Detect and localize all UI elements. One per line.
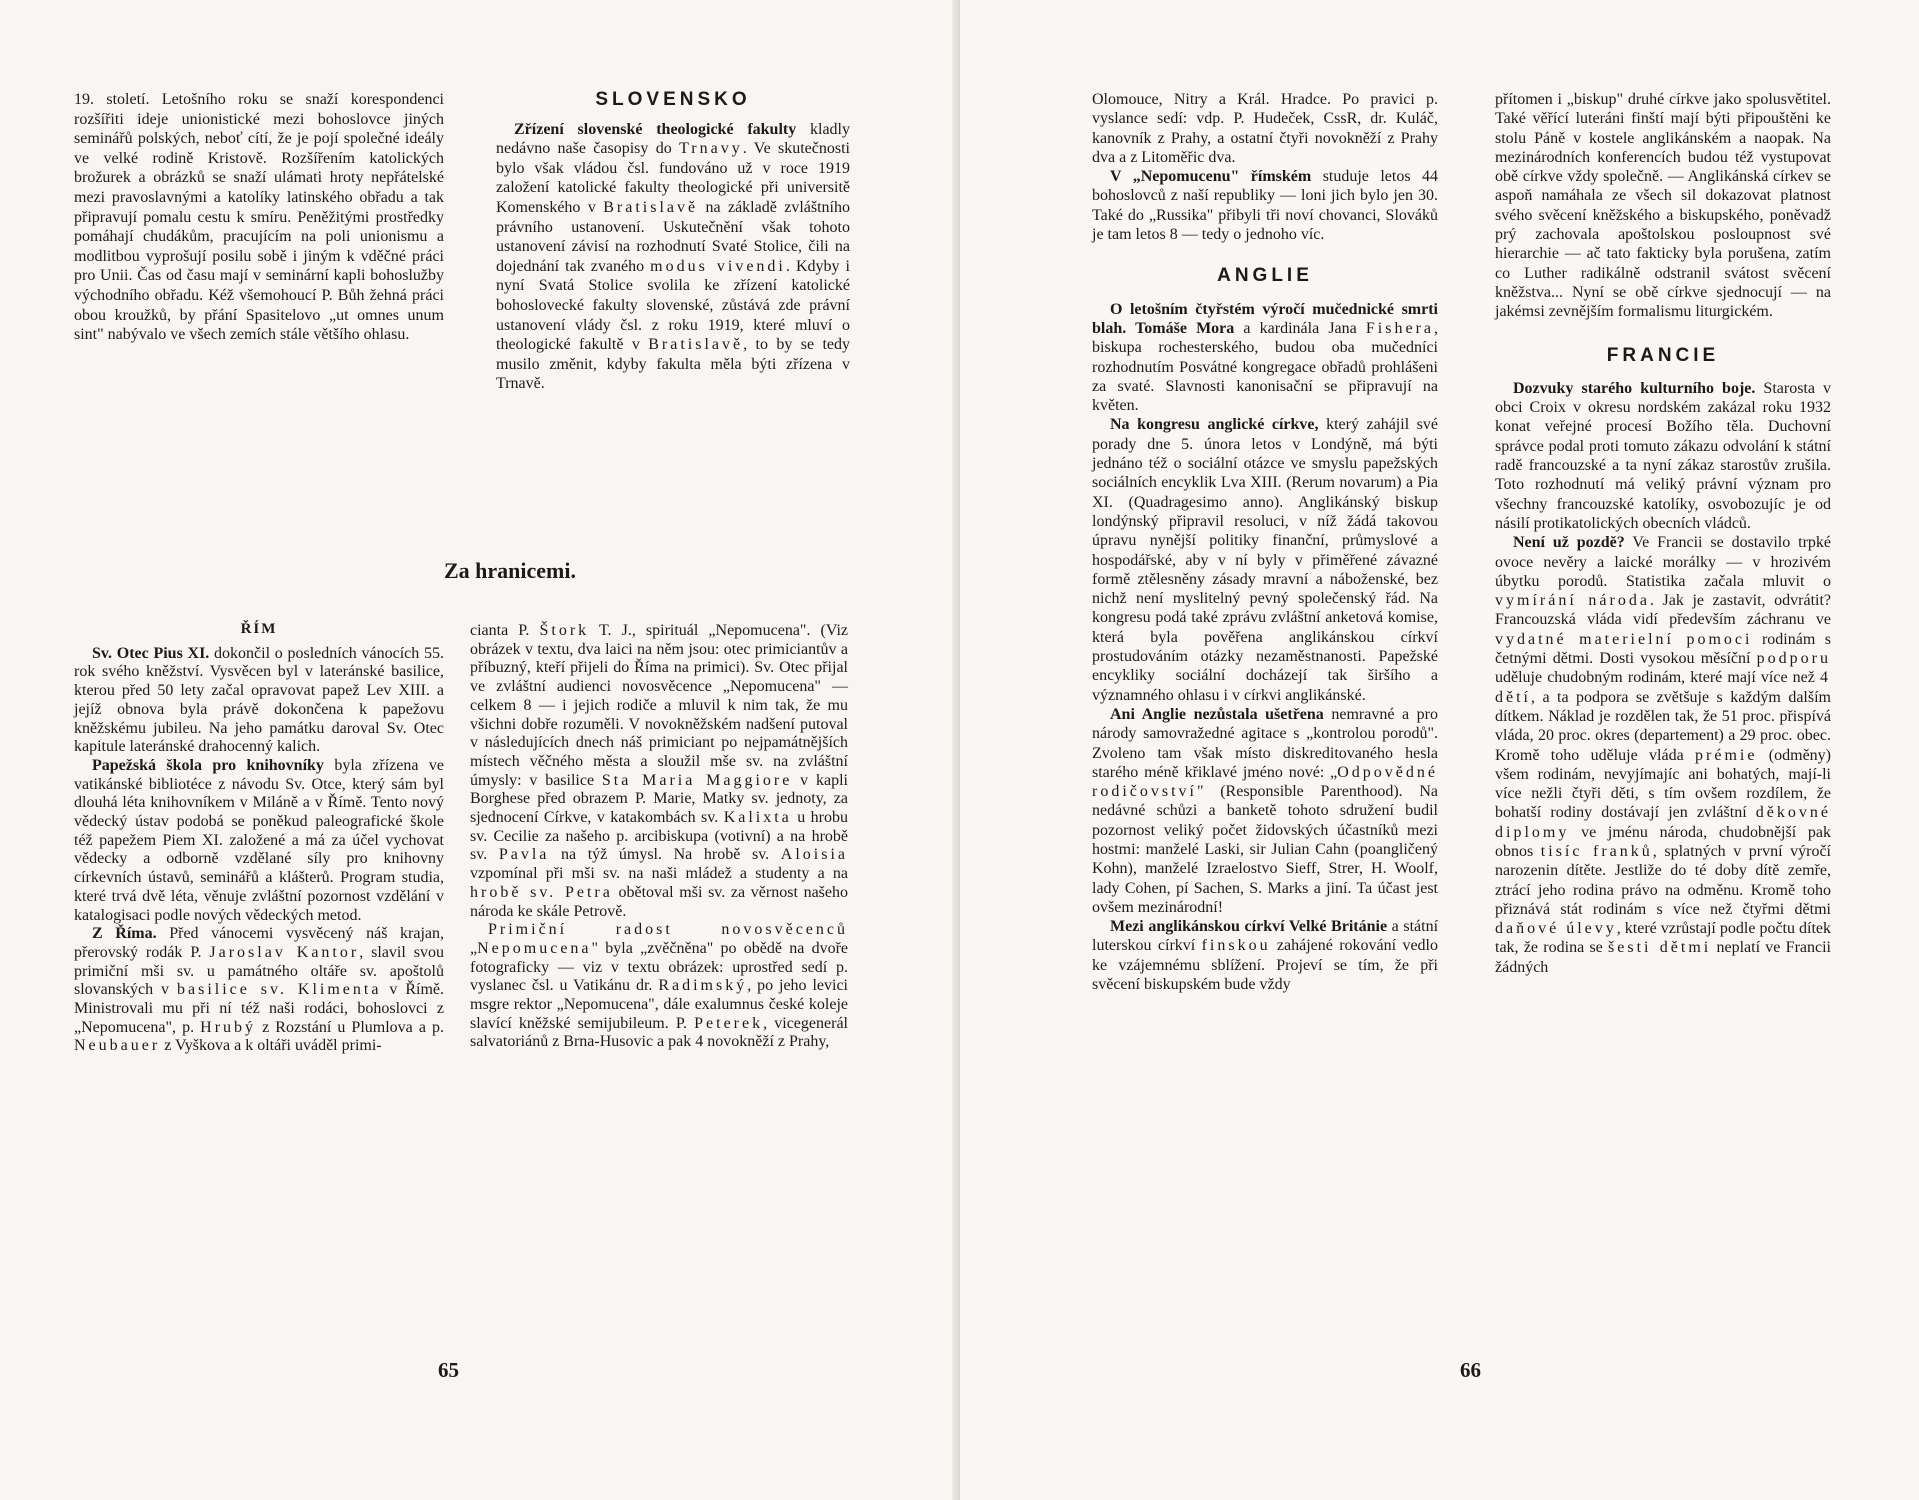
text-run: . Jak je zastavit, odvrátit? Francouzská vláda vidí především záchranu ve (1495, 592, 1832, 629)
right-column-1 (1092, 90, 1438, 994)
column-1-top (74, 90, 444, 345)
text-run: nemravné a pro národy samovražedné agitace s „kontrolou porodů". Zvoleno tam však místo diskreditovaného hesla starého méně křiklavé jméno nové: „ (1092, 705, 1438, 781)
right-col1-paragraph-6 (1092, 917, 1438, 994)
text-run: z Rozstání u Plumlova a p. (256, 1018, 444, 1036)
text-run: v Římě. Ministrovali mu při ní též naši rodáci, bohoslovci z „Nepomucena", p. (74, 981, 444, 1036)
page-number-right: 66 (1460, 1358, 1481, 1382)
text-run: (odměny) všem rodinám, nevyjímajíc ani bohatých, mají-li více nežli čtyři děti, s tím ovšem rozdílem, že bohatší rodiny dostávají jen zvláštní (1495, 746, 1832, 822)
text-run: , slavil svou primiční mši sv. u památného oltáře sv. apoštolů slovanských v (74, 943, 444, 999)
text-run: v kapli Borghese před obrazem P. Marie, Matky sv. jednoty, za sjednocení Církve, v katakombách sv. (470, 771, 848, 827)
rim-paragraph-1 (74, 645, 444, 757)
text-run: z Vyškova a k oltáři uváděl primi- (160, 1037, 382, 1055)
text-run: a kardinála Jana (1234, 319, 1366, 337)
text-run: kladly nedávno naše časopisy do (496, 120, 850, 158)
text-run: , to by se tedy musilo změnit, kdyby fakulta měla býti zřízena v Trnavě. (496, 336, 850, 393)
spaced-text: Neubauer (74, 1037, 161, 1055)
spaced-text: Primiční radost novosvěcenců (488, 921, 848, 939)
text-run: a státní luterskou církví (1092, 918, 1439, 955)
section-title-rim: ŘÍM (240, 621, 278, 637)
text-run: Před vánocemi vysvěcený náš krajan, přerovský rodák P. (74, 925, 445, 961)
spaced-text: Kalixta (723, 809, 792, 827)
spaced-text: tisíc franků (1540, 842, 1653, 860)
text-run: „ (470, 939, 478, 957)
text-run: na týž úmysl. Na hrobě sv. (549, 846, 781, 864)
column-3-paragraph-1 (470, 622, 848, 921)
right-col1-paragraph-2 (1092, 167, 1438, 244)
right-col2-paragraph-3 (1495, 533, 1831, 977)
spaced-text: hrobě sv. Petra (470, 883, 613, 901)
spaced-text: daňové úlevy (1495, 920, 1617, 938)
lead-phrase: Není už pozdě? (1513, 534, 1625, 552)
column-3 (470, 622, 848, 1052)
spaced-text: děkovné diplomy (1495, 804, 1831, 841)
text-run: neplatí ve Francii žádných (1495, 939, 1831, 976)
text-run: vzpomínal při mši sv. na naši mládež a studenty a na (470, 865, 848, 883)
right-col2-paragraph-1: přítomen i „biskup" druhé církve jako spolusvětitel. Také věřící luteráni finští mají býti připouštěni ke stolu Páně v kostele anglikánském a naopak. Na mezinárodních konferencích budou též vystupovat obě církve vždy společně. — Anglikánská církev se aspoň namáhala ze všech sil dokazovat platnost svého svěcení kněžského a biskupského, poněvadž prý zachovala apoštolskou posloupnost své hierarchie — ač tato fakticky byla porušena, zatím co Luther radikálně odstranil svátost svěcení kněžstva... Nyní se obě církve sjednocují — na jakémsi zevnějším formalismu liturgickém. (1495, 91, 1831, 321)
lead-phrase: Z Říma. (92, 925, 157, 943)
spaced-text: Trnavy (679, 140, 743, 158)
text-run: uděluje chudobným rodinám, které mají více než (1495, 669, 1820, 687)
text-run: který zahájil své porady dne 5. února letos v Londýně, má býti jednáno též o sociální otázce ve smyslu papežských sociálních encyklik Lva XIII. (Rerum novarum) a Pia XI. (Quadragesimo anno). Anglikánský biskup londýnský připravil resoluci, v níž žádá takovou úpravu nynější politiky finanční, průmyslové a hospodářské, aby v ní byly v přiměřené závazné formě ztělesněny zásady mravní a náboženské, bez nichž není myslitelný pevný společenský řád. Na kongresu podá také zprávu zvláštní anketová komise, která byla pověřena anglikánskou církví prostudováním otázky nezaměstnanosti. Papežské encykliky sociální docházejí tak širšího a významného ohlasu i v církvi anglikánské. (1092, 416, 1439, 704)
spaced-text: Nepomucena (477, 939, 592, 957)
text-run: ve jménu národa, chudobnější pak obnos (1495, 823, 1831, 860)
spaced-text: Štork (539, 622, 590, 639)
lead-phrase: V „Nepomucenu" římském (1110, 168, 1312, 186)
spaced-text: Bratislavě (648, 336, 744, 354)
text-run: , které vzrůstají podle počtu dítek tak, že rodina se (1495, 920, 1831, 957)
text-run: " (Responsible Parenthood). Na nedávné schůzi a banketě tohoto sdružení budil pozornost veliký počet židovských účastníků mezi hostmi: manželé Laski, sir Julian Cahn (poangličený Kohn), manželé Izraelostvo Sieff, Strer, H. Woolf, lady Cohen, pí Sachen, S. Marks a jiní. Ta účast jest ovšem mezinárodní! (1092, 783, 1438, 916)
text-run: studuje letos 44 bohoslovců z naší republiky — loni jich bylo jen 30. Také do „Russika" přibyli tři noví chovanci, Slováků je tam letos 8 — tedy o jednoho víc. (1092, 168, 1439, 244)
spaced-text: finskou (1201, 937, 1271, 955)
right-col1-paragraph-1: Olomouce, Nitry a Král. Hradce. Po pravici p. vyslance sedí: vdp. P. Hudeček, CssR, dr. Kuláč, kanovník z Prahy, a ostatní čtyři novokněží z Prahy dva a z Litoměřic dva. (1092, 91, 1438, 166)
section-banner: Za hranicemi. (444, 558, 576, 583)
text-run: " byla „zvěčněna" po obědě na dvoře fotograficky — viz v textu obrázek: uprostřed sedí p. vyslanec čsl. u Vatikánu dr. (470, 939, 848, 995)
lead-phrase: Dozvuky starého kulturního boje. (1513, 379, 1756, 397)
rim-paragraph-3 (74, 925, 444, 1056)
spaced-text: vydatné materielní pomoci (1495, 630, 1753, 648)
text-run: , biskupa rochesterského, budou oba mučedníci rozhodnutím Posvátné kongregace obřadů prohlášeni za svaté. Slavnosti kanonisační se připravují na květen. (1092, 319, 1439, 415)
right-col1-paragraph-4 (1092, 415, 1438, 704)
text-run: , vicegenerál salvatoriánů z Brna-Husovic a pak 4 novokněží z Prahy, (470, 1014, 848, 1051)
text-run: , splatných v první výročí narozenin dítěte. Jestliže do té doby dítě zemře, ztrácí jeho rodina právo na odměnu. Kromě toho přiznává stát rodinám s více než čtyřmi dětmi (1495, 842, 1831, 918)
spaced-text: šesti dětmi (1608, 939, 1712, 957)
lead-phrase: Ani Anglie nezůstala ušetřena (1110, 705, 1324, 723)
rim-paragraph-2 (74, 757, 444, 925)
text-run: rodinám s četnými dětmi. Dosti vysokou měsíční (1495, 630, 1832, 668)
right-page (960, 0, 1919, 1500)
section-title-francie: FRANCIE (1606, 344, 1720, 366)
right-col2-paragraph-2 (1495, 379, 1831, 533)
spaced-text: basilice sv. Klimenta (176, 981, 382, 999)
spaced-text: prémie (1695, 746, 1758, 764)
spaced-text: Peterek (694, 1014, 764, 1032)
text-run: . Kdyby i nyní Svatá Stolice svolila ke zřízení katolické bohoslovecké fakulty slovenské, zůstává zde právní ustanovení vlády čsl. z roku 1919, které mluví o theologické fakultě v (496, 257, 850, 354)
text-run: Starosta v obci Croix v okresu nordském zakázal roku 1932 konat veřejné procesí Božího těla. Duchovní správce podal proti tomuto zákazu odvolání k státní radě francouzské a ta nyní zákaz starostův zrušila. Toto rozhodnutí má veliký právní význam pro všechny francouzské katolíky, osvobozujíc je od násilí protikatolických obecních vládců. (1495, 379, 1832, 532)
lead-phrase: Zřízení slovenské theologické fakulty (514, 120, 797, 138)
section-title-anglie: ANGLIE (1217, 265, 1313, 287)
slovensko-paragraph (496, 120, 850, 394)
text-run: , po jeho levici msgre rektor „Nepomucena", dále exalumnus české koleje slavící kněžské semijubileum. P. (470, 977, 849, 1032)
spaced-text: modus vivendi (650, 257, 786, 275)
lead-phrase: O letošním čtyřstém výročí mučednické smrti blah. Tomáše Mora (1092, 300, 1438, 337)
text-run: dokončil o posledních vánocích 55. rok svého kněžství. Vysvěcen byl v lateránské basilice, kterou před 50 lety začal opravovat papež Lev XIII. a jejíž obnova byla právě dokončena k papežovu kněžskému jubileu. Na jeho památku daroval Sv. Otec kapitule lateránské drahocenný kalich. (74, 644, 444, 756)
text-run: u hrobu sv. Cecilie za našeho p. arcibiskupa (votivní) a na hrobě sv. (470, 809, 849, 864)
intro-paragraph: 19. století. Letošního roku se snaží korespondenci rozšířiti ideje unionistické mezi bohoslovce jiných seminářů polských, neboť cítí, že je pojí společné ideály ve velké rodině Kristově. Rozšířením katolických brožurek a obrázků se snaží ulámati hroty nepřátelské mezi pravoslavnými a katolíky latinského obřadu a tak připravují pomalu cestu k smíru. Peněžitými prostředky pomáhají chudákům, pracujícím na poli unionismu a modlitbou vyprošují posilu sobě i jiným k vděčné práci pro Unii. Čas od času mají v seminární kapli bohoslužby východního obřadu. Kéž všemohoucí P. Bůh žehná práci obou kroužků, by přání Spasitelovo „ut omnes unum sint" nabývalo ve všech zemích stále většího ohlasu. (74, 91, 444, 344)
spaced-text: Fishera (1365, 319, 1435, 337)
right-col1-paragraph-3 (1092, 300, 1438, 416)
spaced-text: Radimský (658, 977, 748, 995)
text-run: obětoval mši sv. za věrnost našeho národa ke skále Petrově. (470, 883, 848, 920)
text-run: , a ta podpora se zvětšuje s každým dalším dítkem. Náklad je rozdělen tak, že 51 proc. přispívá vláda, 20 proc. okres (departement) a 29 proc. obec. Kromě toho uděluje vláda (1495, 688, 1831, 764)
text-run: zahájené rokování vedlo ke vzájemnému sblížení. Projeví se tím, že při svěcení biskupském bude vždy (1092, 937, 1439, 994)
lead-phrase: Mezi anglikánskou církví Velké Británie (1110, 918, 1388, 936)
text-run: byla zřízena ve vatikánské bibliotéce z návodu Sv. Otce, který sám byl dlouhá léta knihovníkem v Miláně a v Římě. Tento nový vědecký ústav podobá se poněkud paleografické škole též papežem Piem XI. založené a má za účel vychovat vědecky a odborně vzdělané síly pro knihovny církevních ústavů, seminářů a klášterů. Program studia, které trvá dvě léta, věnuje zvláštní pozornost vzdělání v katalogisaci podle nových vědeckých metod. (74, 756, 445, 924)
text-run: cianta P. (470, 622, 540, 639)
page-number-left: 65 (438, 1358, 459, 1382)
text-run: na základě zvláštního právního ustanovení. Uskutečnění však tohoto ustanovení závisí na rozhodnutí Svaté Stolice, čili na dojednání tak zvaného (496, 198, 850, 275)
text-run: Ve Francii se dostavilo trpké ovoce nevěry a laické morálky — v hrozivém úbytku porodů. Statistika začala mluvit o (1495, 534, 1832, 590)
right-column-2 (1495, 90, 1831, 977)
spaced-text: Aloisia (780, 846, 848, 864)
text-run: T. J., spirituál „Nepomucena". (Viz obrázek v textu, dva laici na něm jsou: otec primiciantův a příbuzný, kteří přijeli do Říma na primici). Sv. Otec přijal ve zvláštní audienci novosvěcence „Nepomucena" — celkem 8 — i jejich rodiče a mluvil k nim tak, že mu všichni dobře rozuměli. V novokněžském nadšení putoval v následujících dnech náš primiciant po nejpamátnějších místech věčného města a sloužil mše sv. na zvláštní úmysly: v basilice (470, 622, 849, 789)
right-col1-paragraph-5 (1092, 705, 1438, 917)
column-3-paragraph-2 (470, 921, 848, 1052)
section-title-slovensko: SLOVENSKO (595, 89, 751, 110)
rim-section (74, 620, 444, 1056)
lead-phrase: Papežská škola pro knihovníky (92, 756, 324, 774)
spaced-text: Jaroslav Kantor (209, 943, 360, 961)
text-run: . Ve skutečnosti bylo však vládou čsl. fundováno už v roce 1919 založení katolické fakulty theologické při universitě Komenského v (496, 140, 850, 216)
lead-phrase: Sv. Otec Pius XI. (92, 644, 210, 662)
spaced-text: vymírání národa (1495, 592, 1650, 610)
slovensko-section (496, 90, 850, 394)
spaced-text: Odpovědné rodičovství (1092, 763, 1438, 801)
spaced-text: Sta Maria Maggiore (601, 771, 793, 789)
spaced-text: Hrubý (200, 1018, 257, 1036)
spaced-text: Pavla (498, 846, 550, 864)
spaced-text: 4 dětí (1495, 669, 1831, 706)
spaced-text: podporu (1756, 650, 1831, 668)
spaced-text: Bratislavě (603, 198, 699, 216)
lead-phrase: Na kongresu anglické církve, (1110, 416, 1319, 434)
